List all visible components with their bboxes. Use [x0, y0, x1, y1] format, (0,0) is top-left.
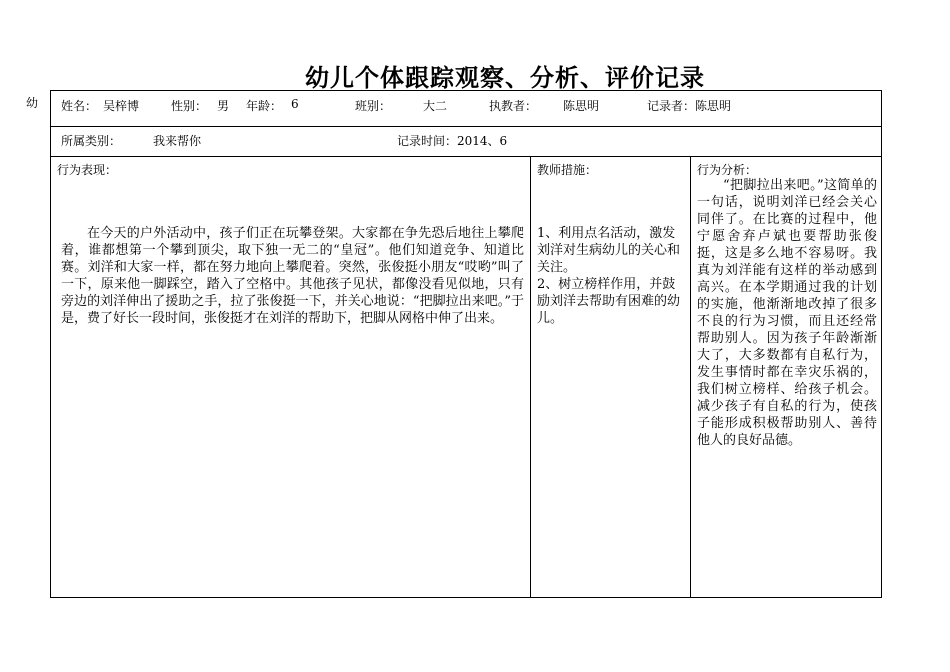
- analysis-column: [691, 157, 881, 597]
- gender-value: 男: [217, 99, 230, 113]
- record-time-label: 记录时间：: [397, 134, 458, 148]
- measure-item-2: 2、树立榜样作用，并鼓励刘洋去帮助有困难的幼儿。: [537, 277, 681, 326]
- recorder-value: 陈思明: [695, 99, 732, 113]
- analysis-heading: 行为分析：: [697, 163, 758, 177]
- age-label: 年龄：: [246, 99, 283, 113]
- behavior-column: [51, 157, 531, 597]
- teacher-value: 陈思明: [563, 99, 600, 113]
- page-title: 幼儿个体跟踪观察、分析、评价记录: [305, 64, 705, 92]
- record-table: [50, 90, 882, 598]
- age-value: 6: [291, 97, 299, 111]
- teacher-label: 执教者：: [489, 99, 538, 113]
- measure-item-1: 1、利用点名活动，激发刘洋对生病幼儿的关心和关注。: [537, 226, 681, 275]
- measures-column: [531, 157, 691, 597]
- gender-label: 性别：: [171, 99, 208, 113]
- behavior-text: 在今天的户外活动中，孩子们正在玩攀登架。大家都在争先恐后地往上攀爬着，谁都想第一个攀到顶尖，取下独一无二的“皇冠”。他们知道竞争、知道比赛。刘洋和大家一样，都在努力地向上攀爬着。突然，张俊挺小朋友“哎哟”叫了一下，原来他一脚踩空，踏入了空格中。其他孩子见状，都像没看见似地，只有旁边的刘洋伸出了援助之手，拉了张俊挺一下，并关心地说：“把脚拉出来吧。”于是，费了好长一段时间，张俊挺才在刘洋的帮助下，把脚从网格中伸了出来。: [61, 226, 524, 326]
- info-row: [51, 91, 881, 127]
- behavior-heading: 行为表现：: [57, 163, 118, 177]
- class-label: 班别：: [355, 99, 392, 113]
- name-label: 姓名：: [61, 99, 98, 113]
- name-value: 吴梓博: [103, 99, 140, 113]
- measures-heading: 教师措施：: [537, 163, 598, 177]
- recorder-label: 记录者：: [647, 99, 696, 113]
- category-value: 我来帮你: [153, 134, 202, 148]
- record-time-value: 2014、6: [457, 134, 508, 148]
- category-row: [51, 127, 881, 157]
- side-label: 幼: [26, 96, 39, 110]
- measures-list: [537, 225, 684, 327]
- class-value: 大二: [423, 99, 448, 113]
- analysis-text: “把脚拉出来吧。”这简单的一句话，说明刘洋已经会关心同伴了。在比赛的过程中，他宁愿舍弃卢斌也要帮助张俊挺，这是多么地不容易呀。我真为刘洋能有这样的举动感到高兴。在本学期通过我的计划的实施，他渐渐地改掉了很多不良的行为习惯，而且还经常帮助别人。因为孩子年龄渐渐大了，大多数都有自私行为，发生事情时都在幸灾乐祸的，我们树立榜样、给孩子机会。减少孩子有自私的行为，使孩子能形成积极帮助别人、善待他人的良好品德。: [697, 178, 877, 448]
- category-label: 所属类别：: [61, 134, 122, 148]
